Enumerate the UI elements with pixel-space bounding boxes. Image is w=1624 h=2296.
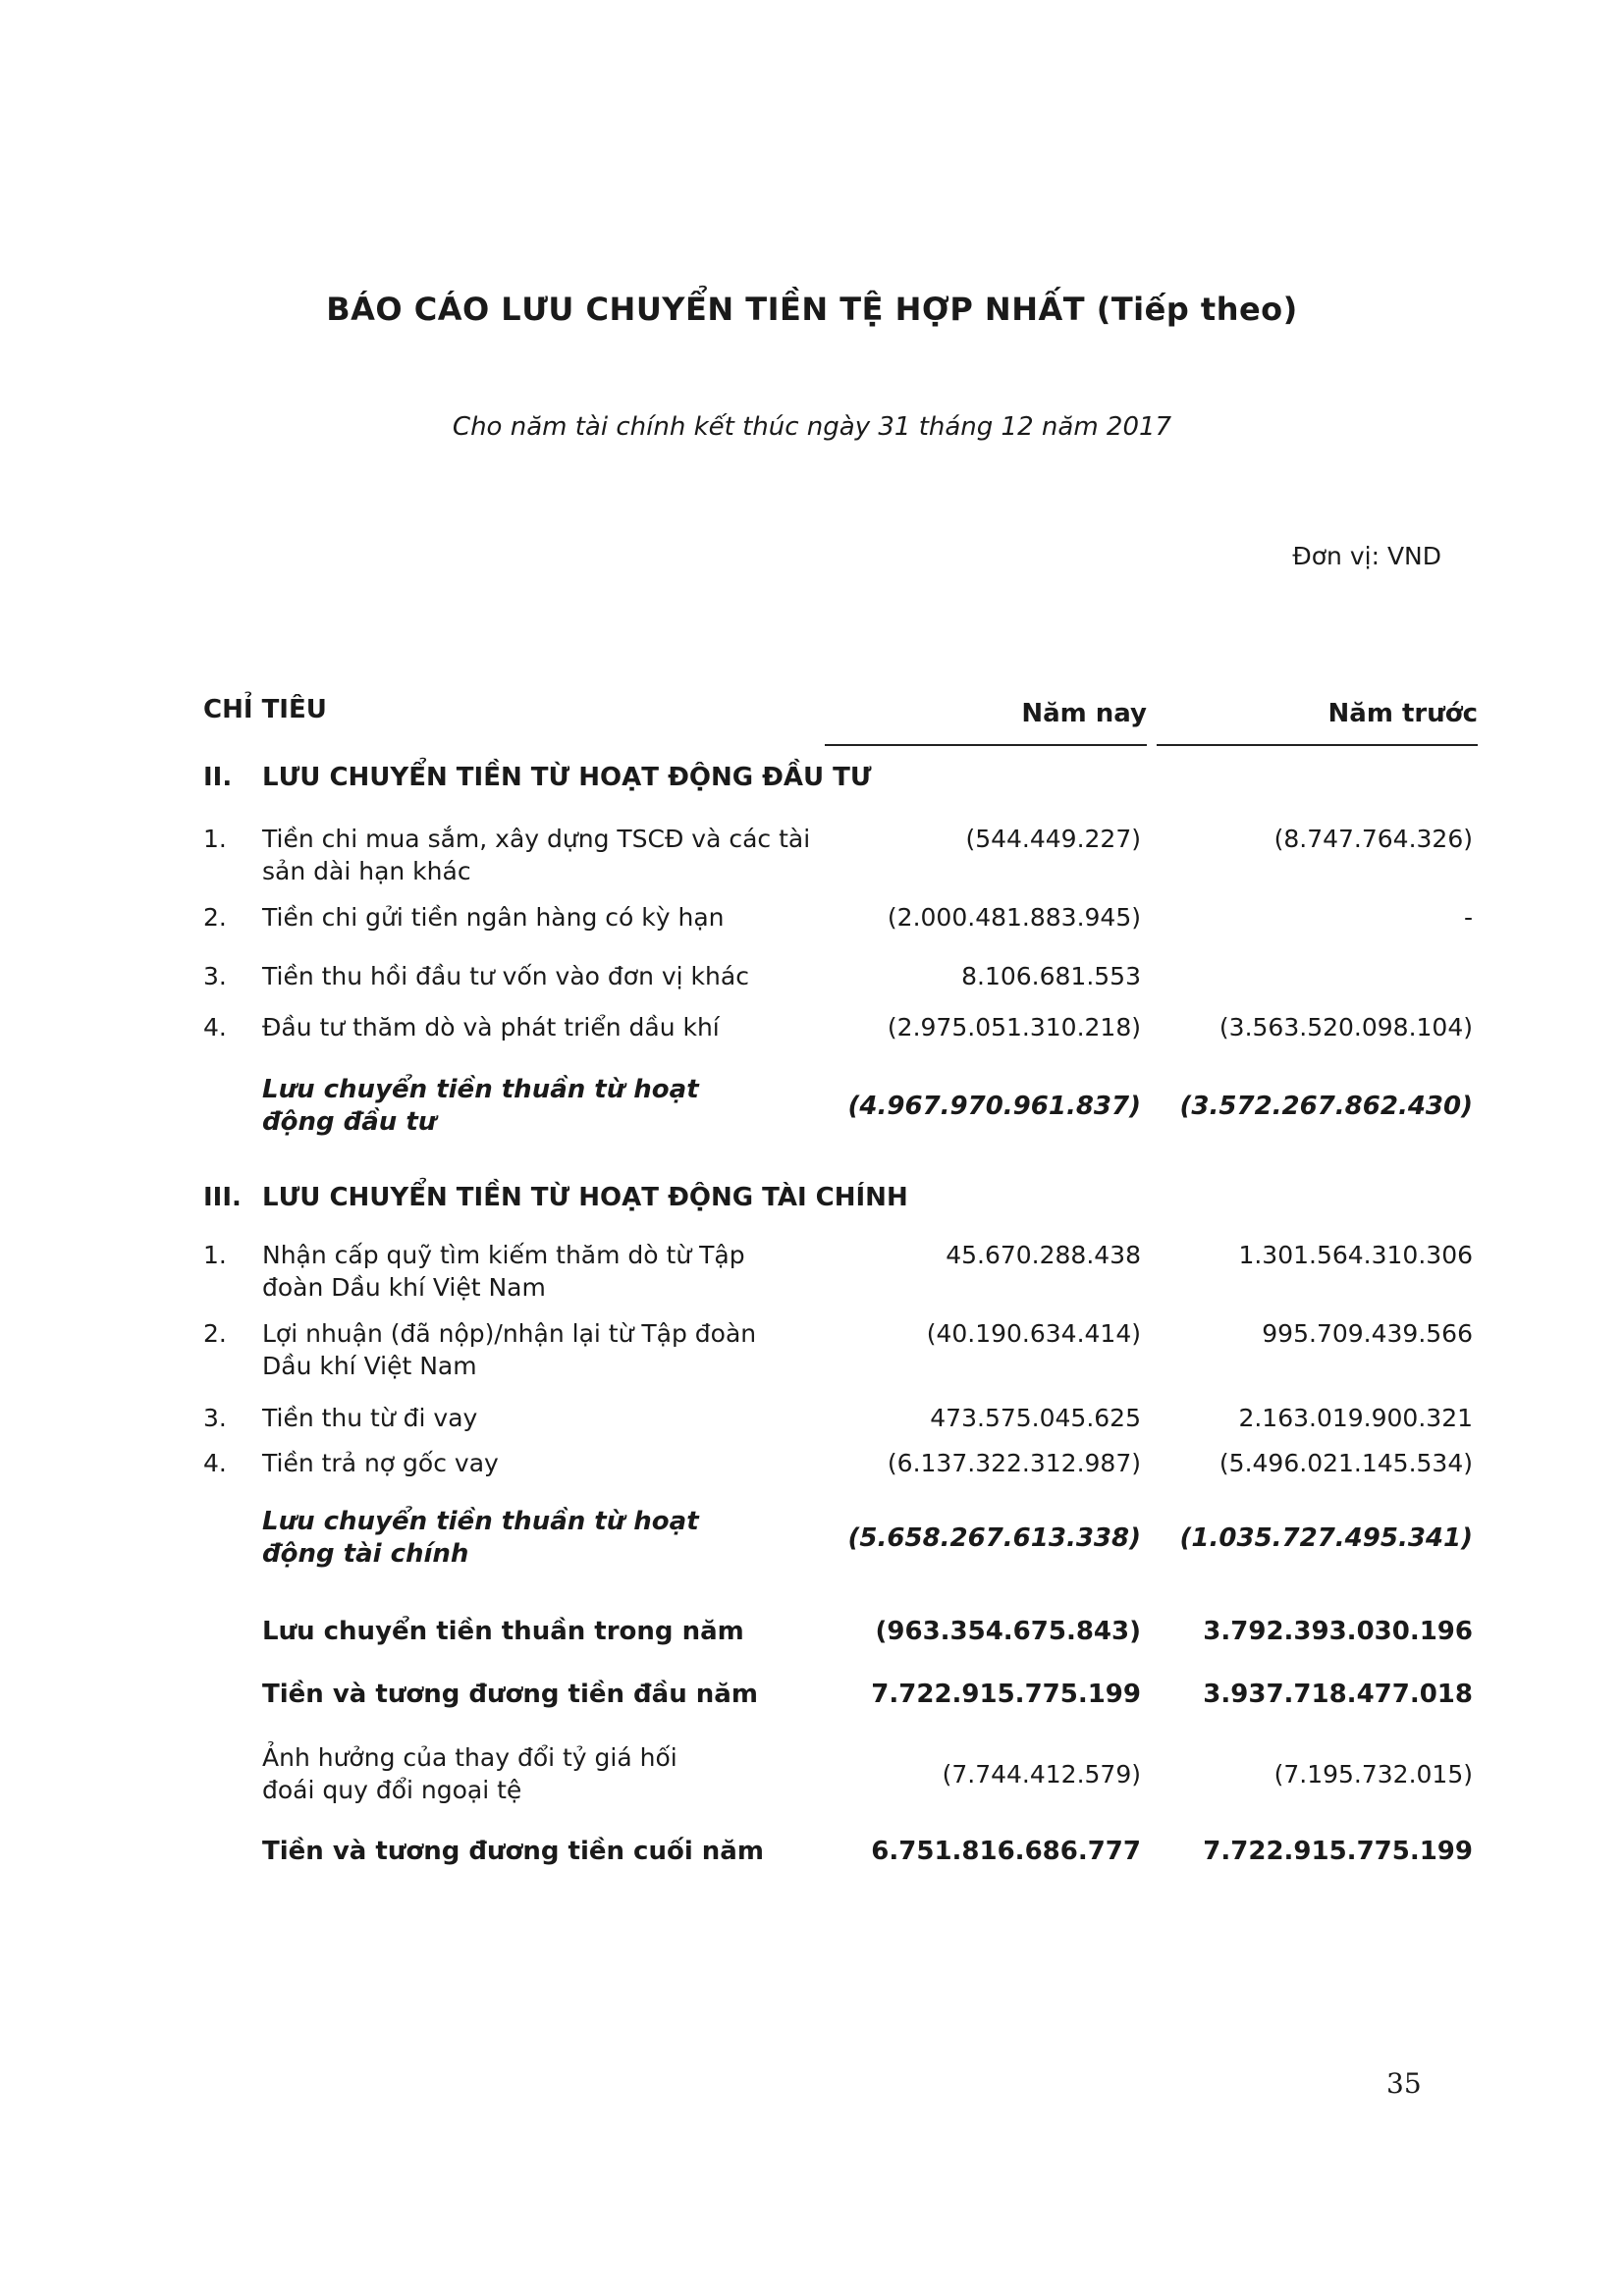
row-number: III. <box>203 1183 242 1212</box>
value-current: (7.744.412.579) <box>942 1760 1141 1789</box>
value-current: 6.751.816.686.777 <box>871 1837 1141 1866</box>
row-label: Lợi nhuận (đã nộp)/nhận lại từ Tập đoàn Dầu khí Việt Nam <box>262 1319 757 1380</box>
value-current: (963.354.675.843) <box>875 1617 1141 1646</box>
value-previous: (1.035.727.495.341) <box>1179 1523 1473 1553</box>
value-current: (2.000.481.883.945) <box>887 903 1141 932</box>
value-current: (2.975.051.310.218) <box>887 1013 1141 1041</box>
row-label: Tiền trả nợ gốc vay <box>262 1449 499 1477</box>
value-previous: (7.195.732.015) <box>1273 1760 1473 1789</box>
row-number: 4. <box>203 1013 227 1041</box>
value-current: 473.575.045.625 <box>930 1404 1141 1432</box>
row-number: 2. <box>203 1319 227 1348</box>
row-number: 4. <box>203 1449 227 1477</box>
value-current: (544.449.227) <box>965 825 1141 853</box>
row-label: Tiền và tương đương tiền cuối năm <box>262 1837 764 1866</box>
row-label: Tiền chi mua sắm, xây dựng TSCĐ và các tài sản dài hạn khác <box>262 825 811 885</box>
value-previous: 3.937.718.477.018 <box>1203 1680 1473 1709</box>
row-number: 1. <box>203 825 227 853</box>
value-previous: (8.747.764.326) <box>1273 825 1473 853</box>
row-label: Ảnh hưởng của thay đổi tỷ giá hối đoái quy đổi ngoại tệ <box>262 1743 677 1804</box>
value-previous: 1.301.564.310.306 <box>1238 1241 1473 1269</box>
row-label: Tiền thu hồi đầu tư vốn vào đơn vị khác <box>262 962 749 990</box>
report-title: BÁO CÁO LƯU CHUYỂN TIỀN TỆ HỢP NHẤT (Tiếp theo) <box>326 291 1298 328</box>
row-label: Lưu chuyển tiền thuần từ hoạt động tài chính <box>262 1507 699 1569</box>
value-current: (40.190.634.414) <box>926 1319 1141 1348</box>
value-previous: (3.563.520.098.104) <box>1218 1013 1473 1041</box>
value-previous: (5.496.021.145.534) <box>1218 1449 1473 1477</box>
value-previous: 3.792.393.030.196 <box>1203 1617 1473 1646</box>
page-number: 35 <box>1386 2067 1422 2100</box>
column-header-previous-year: Năm trước <box>1327 699 1478 728</box>
value-current: 7.722.915.775.199 <box>871 1680 1141 1709</box>
header-underline-current <box>825 744 1147 746</box>
row-label: Đầu tư thăm dò và phát triển dầu khí <box>262 1013 720 1041</box>
value-previous: 7.722.915.775.199 <box>1203 1837 1473 1866</box>
value-previous: 2.163.019.900.321 <box>1238 1404 1473 1432</box>
column-header-label: CHỈ TIÊU <box>203 695 327 724</box>
row-number: 3. <box>203 1404 227 1432</box>
row-number: 2. <box>203 903 227 932</box>
row-number: 3. <box>203 962 227 990</box>
report-subtitle: Cho năm tài chính kết thúc ngày 31 tháng 12 năm 2017 <box>452 412 1172 442</box>
row-label: LƯU CHUYỂN TIỀN TỪ HOẠT ĐỘNG ĐẦU TƯ <box>262 763 872 792</box>
value-current: 8.106.681.553 <box>961 962 1141 990</box>
value-current: 45.670.288.438 <box>946 1241 1141 1269</box>
currency-unit: Đơn vị: VND <box>1292 542 1441 570</box>
column-header-current-year: Năm nay <box>1021 699 1147 728</box>
row-number: II. <box>203 763 233 792</box>
value-previous: (3.572.267.862.430) <box>1179 1092 1473 1121</box>
row-label: Nhận cấp quỹ tìm kiếm thăm dò từ Tập đoàn Dầu khí Việt Nam <box>262 1241 745 1302</box>
row-label: Lưu chuyển tiền thuần trong năm <box>262 1617 744 1646</box>
value-current: (5.658.267.613.338) <box>847 1523 1141 1553</box>
row-label: Tiền thu từ đi vay <box>262 1404 478 1432</box>
value-previous: - <box>1463 903 1473 932</box>
value-current: (4.967.970.961.837) <box>847 1092 1141 1121</box>
row-label: Tiền và tương đương tiền đầu năm <box>262 1680 758 1709</box>
value-current: (6.137.322.312.987) <box>887 1449 1141 1477</box>
row-label: Tiền chi gửi tiền ngân hàng có kỳ hạn <box>262 903 725 932</box>
row-number: 1. <box>203 1241 227 1269</box>
value-previous: 995.709.439.566 <box>1262 1319 1473 1348</box>
row-label: LƯU CHUYỂN TIỀN TỪ HOẠT ĐỘNG TÀI CHÍNH <box>262 1183 908 1212</box>
row-label: Lưu chuyển tiền thuần từ hoạt động đầu tư <box>262 1075 699 1137</box>
header-underline-previous <box>1157 744 1478 746</box>
